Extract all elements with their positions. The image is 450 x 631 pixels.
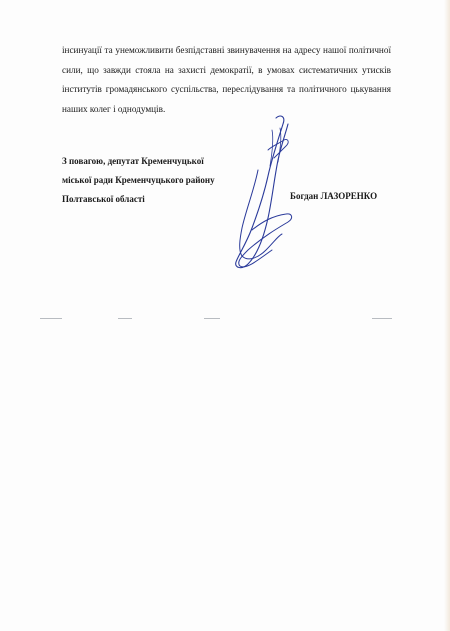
closing-line: З повагою, депутат Кременчуцької — [62, 156, 204, 166]
letter-paragraph — [62, 41, 391, 119]
paragraph-line: сили, що завжди стояла на захисті демократії, в умовах систематичних утисків — [62, 64, 391, 75]
scan-artifact — [204, 318, 220, 319]
scan-artifact — [372, 318, 392, 319]
scan-artifact — [118, 318, 132, 319]
scan-artifact — [40, 318, 62, 319]
paragraph-line: інсинуації та унеможливити безпідставні звинувачення на адресу нашої політичної — [62, 45, 391, 55]
handwritten-signature — [228, 110, 298, 275]
page-edge — [444, 0, 450, 631]
closing-block — [62, 152, 215, 210]
closing-line: Полтавської області — [62, 194, 145, 205]
signer-name: Богдан ЛАЗОРЕНКО — [290, 191, 378, 201]
paragraph-line: інститутів громадянського суспільства, переслідування та політичного цькування — [62, 84, 391, 95]
paragraph-line: наших колег і однодумців. — [62, 103, 166, 114]
closing-line: міської ради Кременчуцького району — [62, 175, 215, 186]
